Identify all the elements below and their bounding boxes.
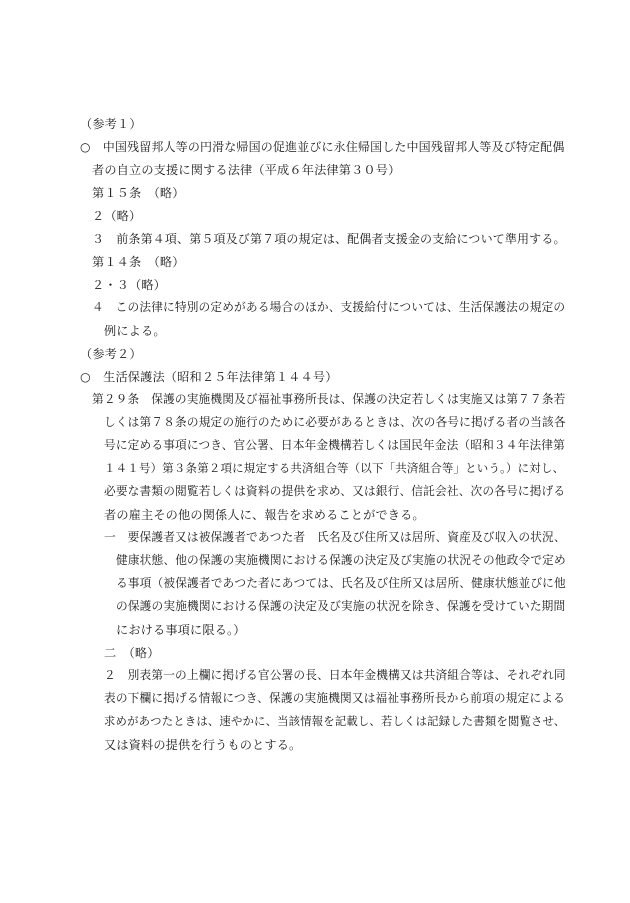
article-line: しくは第７８条の規定の施行のために必要があるときは、次の各号に掲げる者の当該各: [104, 415, 566, 429]
article-line: 第２９条 保護の実施機関及び福祉事務所長は、保護の決定若しくは実施又は第７７条若: [92, 392, 566, 406]
reference-1-heading: （参考１）: [80, 117, 142, 131]
item-line: 一 要保護者又は被保護者であつた者 氏名及び住所又は居所、資産及び収入の状況、: [104, 530, 566, 544]
law-title-line: ○ 中国残留邦人等の円滑な帰国の促進並びに永住帰国した中国残留邦人等及び特定配偶: [80, 140, 565, 154]
law-title-line: ○ 生活保護法（昭和２５年法律第１４４号）: [80, 370, 338, 384]
paragraph-line: 求めがあつたときは、速やかに、当該情報を記載し、若しくは記録した書類を閲覧させ、: [104, 714, 566, 728]
paragraph-line: 例による。: [104, 324, 166, 338]
item-line: 健康状態、他の保護の実施機関における保護の決定及び実施の状況その他政令で定め: [116, 553, 566, 567]
item-line: 二 （略）: [104, 646, 160, 660]
article-line: １４１号）第３条第２項に規定する共済組合等（以下「共済組合等」という。）に対し、: [104, 461, 565, 475]
article-line: 必要な書類の閲覧若しくは資料の提供を求め、又は銀行、信託会社、次の各号に掲げる: [104, 484, 566, 498]
paragraph-line: ２（略）: [92, 209, 142, 223]
law-title-line: 者の自立の支援に関する法律（平成６年法律第３０号）: [92, 163, 401, 177]
item-line: の保護の実施機関における保護の決定及び実施の状況を除き、保護を受けていた期間: [116, 599, 566, 613]
reference-2-heading: （参考２）: [80, 347, 142, 361]
article-line: 号に定める事項につき、官公署、日本年金機構若しくは国民年金法（昭和３４年法律第: [104, 438, 565, 452]
article-heading: 第１４条 （略）: [92, 255, 185, 269]
paragraph-line: ３ 前条第４項、第５項及び第７項の規定は、配偶者支援金の支給について準用する。: [92, 232, 566, 246]
paragraph-line: 表の下欄に掲げる情報につき、保護の実施機関又は福祉事務所長から前項の規定による: [104, 691, 565, 705]
item-line: る事項（被保護者であつた者にあつては、氏名及び住所又は居所、健康状態並びに他: [116, 576, 566, 590]
paragraph-line: ４ この法律に特別の定めがある場合のほか、支援給付については、生活保護法の規定の: [92, 300, 566, 314]
paragraph-line: ２・３（略）: [92, 278, 167, 292]
paragraph-line: ２ 別表第一の上欄に掲げる官公署の長、日本年金機構又は共済組合等は、それぞれ同: [104, 668, 566, 682]
article-heading: 第１５条 （略）: [92, 186, 185, 200]
item-line: における事項に限る。）: [116, 623, 246, 637]
article-line: 者の雇主その他の関係人に、報告を求めることができる。: [104, 508, 425, 522]
paragraph-line: 又は資料の提供を行うものとする。: [104, 738, 302, 752]
